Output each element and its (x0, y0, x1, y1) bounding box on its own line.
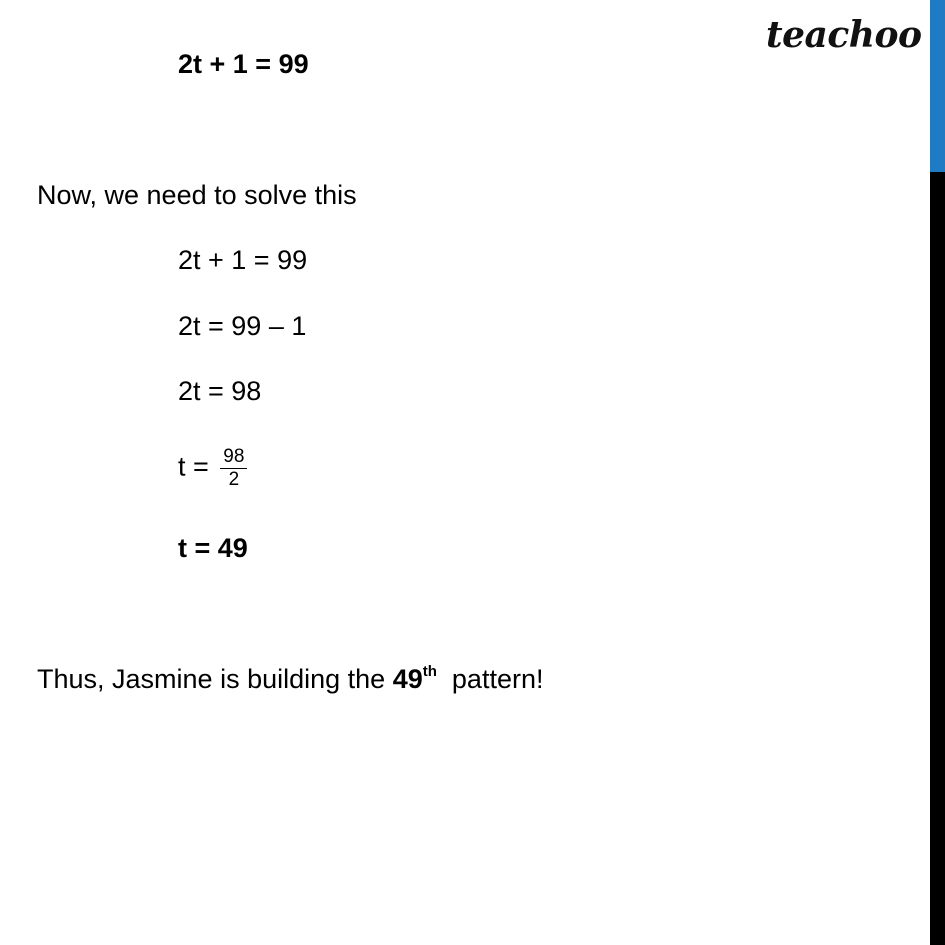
header-equation: 2t + 1 = 99 (178, 49, 309, 79)
step-2: 2t = 99 – 1 (178, 311, 307, 341)
teachoo-logo: teachoo (766, 14, 922, 56)
fraction-prefix: t = (178, 451, 217, 482)
fraction (220, 446, 247, 491)
result: t = 49 (178, 533, 248, 563)
conclusion-suffix: th (422, 663, 437, 680)
fraction-step (178, 446, 247, 491)
intro-text: Now, we need to solve this (37, 180, 357, 210)
right-sidebar (930, 0, 945, 945)
conclusion-number: 49 (392, 664, 423, 694)
conclusion (37, 663, 543, 695)
fraction-numerator: 98 (220, 446, 247, 469)
step-3: 2t = 98 (178, 376, 262, 406)
conclusion-after: pattern! (436, 664, 544, 694)
sidebar-accent (930, 0, 945, 172)
fraction-denominator: 2 (228, 469, 240, 490)
step-1: 2t + 1 = 99 (178, 245, 308, 275)
conclusion-before: Thus, Jasmine is building the (37, 664, 393, 694)
